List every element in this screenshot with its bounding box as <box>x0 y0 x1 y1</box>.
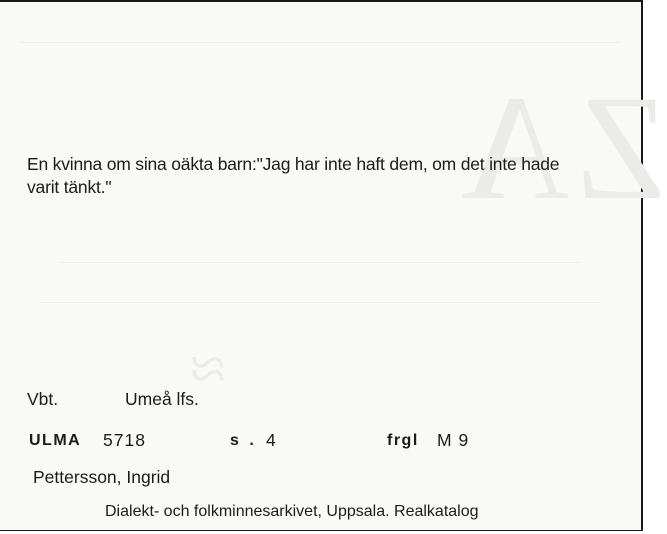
bleed-through-line <box>20 42 620 43</box>
record-text: En kvinna om sina oäkta barn:"Jag har inte haft dem, om det inte hade varit tänkt." <box>27 154 560 197</box>
archive-footer: Dialekt- och folkminnesarkivet, Uppsala. Realkatalog <box>105 503 479 520</box>
vbt-label: Vbt. <box>27 389 59 409</box>
bleed-through-mark: ≈ <box>190 333 226 404</box>
ulma-number: 5718 <box>103 430 146 450</box>
page-number: 4 <box>266 430 276 450</box>
ulma-label: ULMA <box>29 432 82 449</box>
informant-name: Pettersson, Ingrid <box>33 467 171 487</box>
bleed-through-lettering: ZA <box>455 65 667 231</box>
frgl-label: frgl <box>387 432 419 449</box>
frgl-value: M 9 <box>437 430 470 450</box>
vbt-value: Umeå lfs. <box>125 389 199 409</box>
bleed-through-line <box>40 302 600 303</box>
bleed-through-line <box>60 262 580 263</box>
page-label: s . <box>230 432 257 449</box>
